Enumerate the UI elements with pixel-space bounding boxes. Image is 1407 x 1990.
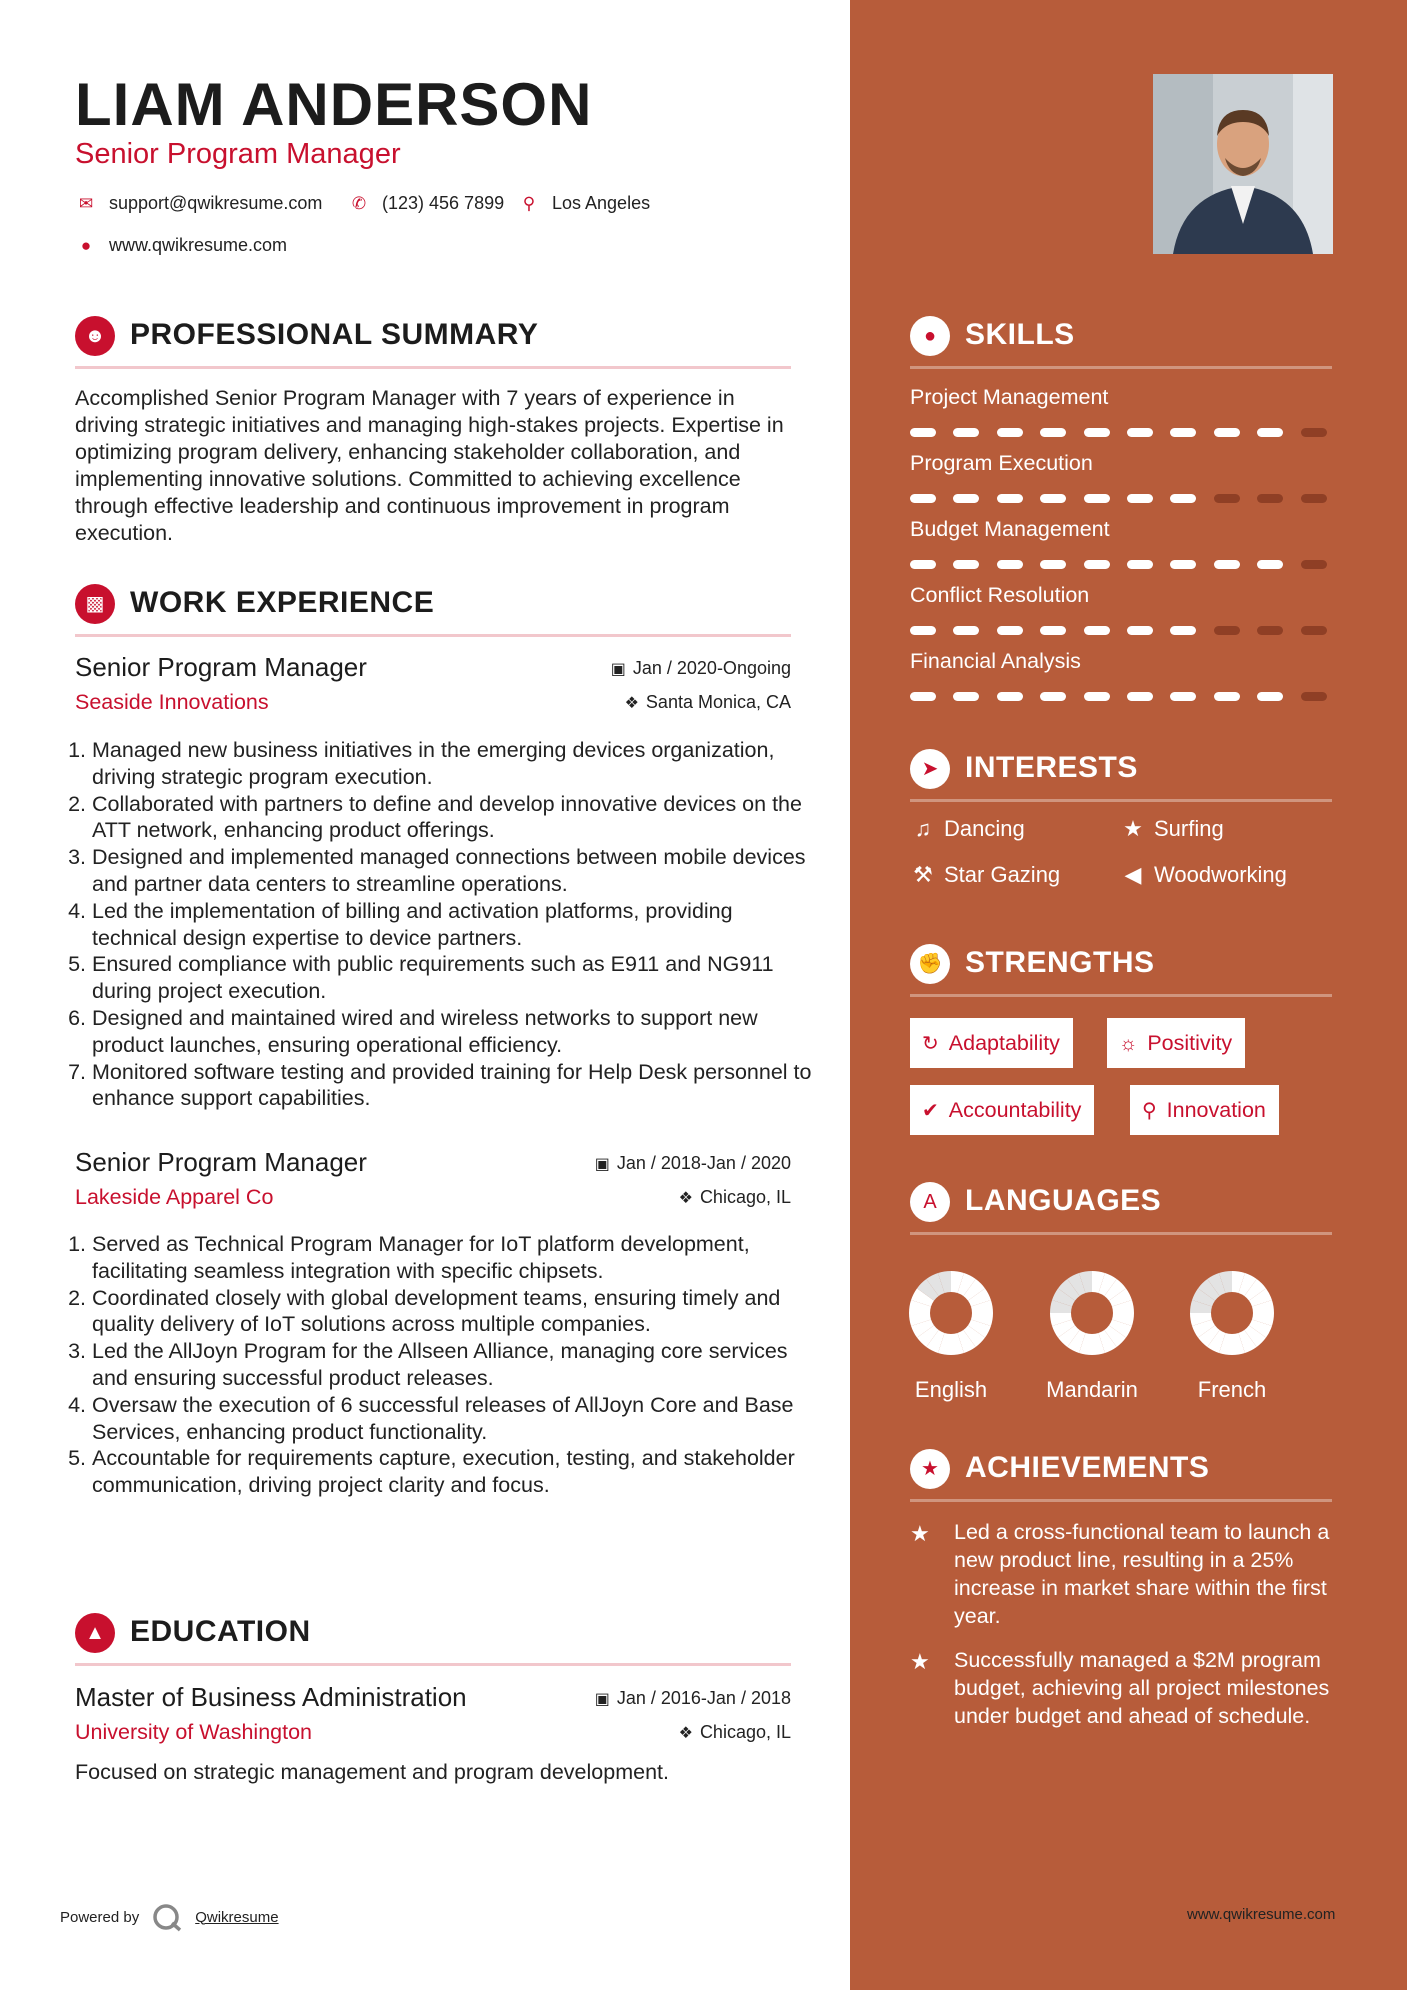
skill-item bbox=[910, 517, 1332, 542]
skill-dot-filled bbox=[953, 428, 979, 437]
skill-dot-filled bbox=[1084, 692, 1110, 701]
language-donut bbox=[906, 1268, 996, 1358]
qwikresume-logo-icon bbox=[151, 1902, 187, 1932]
skill-dot-filled bbox=[953, 626, 979, 635]
music-icon: ♫ bbox=[914, 816, 932, 841]
skill-dot-filled bbox=[997, 494, 1023, 503]
skill-dot-empty bbox=[1301, 560, 1327, 569]
language-name: Mandarin bbox=[1046, 1377, 1138, 1402]
skill-dot-filled bbox=[1214, 692, 1240, 701]
list-item: 1. Served as Technical Program Manager for IoT platform development, facilitating seamless integration with specific chipsets. bbox=[92, 1231, 822, 1285]
list-item: 5. Accountable for requirements capture, execution, testing, and stakeholder communication, driving project clarity and focus. bbox=[92, 1445, 822, 1499]
skill-dot-filled bbox=[1127, 494, 1153, 503]
strength-chip: ✔ Accountability bbox=[910, 1085, 1094, 1135]
interest-dancing: ♫ Dancing bbox=[910, 816, 1025, 842]
chair-icon: ▩ bbox=[75, 584, 115, 624]
sidebar: ● SKILLS Project Management Program Execution Budget Management Conflict Resolution Financial Analysis ➤ INTERESTS ♫ Dancing ★ Surfing ⚒ Star Gazing ◀ Woodworking ✊ STRENGTHS ↻ Adaptability ☼ Positivity ✔ Accountability ⚲ Innovation A LANGUAGES English Mandarin French ★ ACHIEVEMENTS ★ Led a cross-functional team to launch a new product line, resulting in a 25% increase in market share within the first year. ★ Successfully managed a $2M program budget, achieving all project milestones under budget and ahead of schedule. www.qwikresume.com bbox=[850, 0, 1407, 1990]
map-pin-icon: ⚲ bbox=[522, 193, 536, 213]
list-item: 1. Managed new business initiatives in the emerging devices organization, driving strategic program execution. bbox=[92, 737, 822, 791]
user-icon: ☻ bbox=[75, 316, 115, 356]
skill-rating bbox=[910, 560, 1332, 569]
graduation-cap-icon: ▲ bbox=[75, 1613, 115, 1653]
summary-text: Accomplished Senior Program Manager with 7 years of experience in driving strategic initiatives and managing high-stakes projects. Expertise in optimizing program delivery, enhancing stakeholder collaboration, and implementing innovative solutions. Committed to achieving excellence through effective leadership and continuous improvement in program execution. bbox=[75, 386, 784, 545]
calendar-icon: ▣ bbox=[594, 1691, 610, 1708]
list-item: 4. Oversaw the execution of 6 successful releases of AllJoyn Core and Base Services, enhancing product functionality. bbox=[92, 1392, 822, 1446]
paper-plane-icon: ➤ bbox=[910, 749, 950, 789]
education-date: ▣ Jan / 2016-Jan / 2018 bbox=[594, 1688, 791, 1708]
skill-dot-filled bbox=[1084, 560, 1110, 569]
strength-chip: ⚲ Innovation bbox=[1130, 1085, 1279, 1135]
skill-rating bbox=[910, 692, 1332, 701]
interest-star-gazing: ⚒ Star Gazing bbox=[910, 862, 1060, 888]
job-title: Senior Program Manager bbox=[75, 652, 367, 682]
skill-dot-filled bbox=[1084, 494, 1110, 503]
skill-dot-filled bbox=[1127, 428, 1153, 437]
candidate-title: Senior Program Manager bbox=[75, 138, 401, 170]
qwikresume-link[interactable]: Qwikresume bbox=[195, 1908, 279, 1926]
skill-item bbox=[910, 385, 1332, 410]
list-item: 2. Coordinated closely with global development teams, ensuring timely and quality delivery of IoT solutions across multiple companies. bbox=[92, 1285, 822, 1339]
skill-dot-filled bbox=[1170, 626, 1196, 635]
contact-phone[interactable]: ✆ (123) 456 7899 bbox=[348, 193, 504, 214]
list-item: 2. Collaborated with partners to define and develop innovative devices on the ATT network, enhancing product offerings. bbox=[92, 791, 822, 845]
skill-dot-empty bbox=[1214, 626, 1240, 635]
pin-icon: ❖ bbox=[678, 1190, 693, 1207]
skill-dot-filled bbox=[1214, 428, 1240, 437]
calendar-icon: ▣ bbox=[594, 1156, 610, 1173]
skill-item bbox=[910, 649, 1332, 674]
language-item bbox=[1032, 1268, 1152, 1403]
skill-rating bbox=[910, 626, 1332, 635]
candidate-name: LIAM ANDERSON bbox=[75, 71, 593, 138]
skill-dot-filled bbox=[910, 428, 936, 437]
pin-icon: ❖ bbox=[624, 695, 639, 712]
skill-rating bbox=[910, 494, 1332, 503]
bullhorn-icon: ◀ bbox=[1124, 862, 1142, 887]
job-company: Lakeside Apparel Co bbox=[75, 1185, 274, 1209]
job-bullets bbox=[68, 737, 822, 1112]
skill-dot-filled bbox=[910, 494, 936, 503]
check-circle-icon: ✔ bbox=[922, 1100, 939, 1122]
list-item: 4. Led the implementation of billing and activation platforms, providing technical design expertise to device partners. bbox=[92, 898, 822, 952]
school: University of Washington bbox=[75, 1720, 312, 1744]
translate-icon: A bbox=[910, 1182, 950, 1222]
strength-chip: ↻ Adaptability bbox=[910, 1018, 1073, 1068]
skill-dot-filled bbox=[953, 494, 979, 503]
skill-dot-filled bbox=[997, 560, 1023, 569]
skill-dot-filled bbox=[997, 692, 1023, 701]
interest-woodworking: ◀ Woodworking bbox=[1120, 862, 1287, 888]
calendar-icon: ▣ bbox=[610, 661, 626, 678]
shooting-star-icon: ★ bbox=[910, 1649, 930, 1674]
skill-item bbox=[910, 583, 1332, 608]
list-item: 5. Ensured compliance with public requirements such as E911 and NG911 during project execution. bbox=[92, 951, 822, 1005]
job-location: ❖ Chicago, IL bbox=[678, 1187, 791, 1207]
skill-dot-filled bbox=[910, 692, 936, 701]
skill-dot-filled bbox=[997, 626, 1023, 635]
pin-icon: ❖ bbox=[678, 1725, 693, 1742]
skill-dot-filled bbox=[1170, 560, 1196, 569]
skill-dot-filled bbox=[1170, 692, 1196, 701]
skill-dot-filled bbox=[1214, 560, 1240, 569]
achievements-heading: ★ ACHIEVEMENTS bbox=[910, 1447, 1332, 1502]
list-item: 7. Monitored software testing and provided training for Help Desk personnel to enhance support capabilities. bbox=[92, 1059, 822, 1113]
interests-heading: ➤ INTERESTS bbox=[910, 747, 1332, 802]
skill-dot-filled bbox=[953, 560, 979, 569]
contact-location: ⚲ Los Angeles bbox=[518, 193, 650, 214]
skill-dot-filled bbox=[1257, 428, 1283, 437]
skill-dot-empty bbox=[1301, 692, 1327, 701]
language-item bbox=[1172, 1268, 1292, 1403]
job-date: ▣ Jan / 2018-Jan / 2020 bbox=[594, 1153, 791, 1173]
job-date: ▣ Jan / 2020-Ongoing bbox=[610, 658, 791, 678]
skill-name: Conflict Resolution bbox=[910, 583, 1090, 607]
skill-dot-filled bbox=[1040, 560, 1066, 569]
gavel-icon: ⚒ bbox=[913, 862, 933, 887]
degree: Master of Business Administration bbox=[75, 1682, 467, 1712]
skill-dot-empty bbox=[1301, 428, 1327, 437]
skill-name: Project Management bbox=[910, 385, 1109, 409]
skill-dot-filled bbox=[1170, 494, 1196, 503]
star-badge-icon: ★ bbox=[910, 1449, 950, 1489]
skill-dot-filled bbox=[997, 428, 1023, 437]
skill-dot-filled bbox=[1127, 560, 1153, 569]
skill-dot-filled bbox=[910, 560, 936, 569]
skill-dot-empty bbox=[1301, 626, 1327, 635]
fist-icon: ✊ bbox=[910, 944, 950, 984]
language-donut bbox=[1047, 1268, 1137, 1358]
skill-dot-filled bbox=[1040, 692, 1066, 701]
strengths-heading: ✊ STRENGTHS bbox=[910, 942, 1332, 997]
job-company: Seaside Innovations bbox=[75, 690, 269, 714]
language-name: French bbox=[1197, 1377, 1267, 1402]
star-icon: ★ bbox=[1123, 816, 1143, 841]
skill-name: Program Execution bbox=[910, 451, 1093, 475]
skill-dot-empty bbox=[1214, 494, 1240, 503]
lightbulb-icon: ● bbox=[910, 316, 950, 356]
education-heading: ▲ EDUCATION bbox=[75, 1611, 791, 1666]
refresh-icon: ↻ bbox=[922, 1033, 939, 1055]
skill-dot-filled bbox=[1127, 626, 1153, 635]
summary-heading: ☻ PROFESSIONAL SUMMARY bbox=[75, 314, 791, 369]
list-item: 6. Designed and maintained wired and wireless networks to support new product launches, ensuring operational efficiency. bbox=[92, 1005, 822, 1059]
skill-dot-filled bbox=[1084, 626, 1110, 635]
skill-dot-filled bbox=[1040, 626, 1066, 635]
skill-dot-filled bbox=[1170, 428, 1196, 437]
profile-photo bbox=[1153, 74, 1333, 254]
contact-website[interactable]: ● www.qwikresume.com bbox=[75, 235, 287, 256]
skill-dot-filled bbox=[1257, 560, 1283, 569]
footer-site[interactable]: www.qwikresume.com bbox=[1187, 1906, 1336, 1923]
skill-dot-filled bbox=[1257, 692, 1283, 701]
skill-name: Budget Management bbox=[910, 517, 1110, 541]
language-item bbox=[891, 1268, 1011, 1403]
skill-dot-empty bbox=[1301, 494, 1327, 503]
job-bullets bbox=[68, 1231, 822, 1499]
interest-surfing: ★ Surfing bbox=[1120, 816, 1224, 842]
skill-dot-filled bbox=[1084, 428, 1110, 437]
lightbulb-icon: ⚲ bbox=[1142, 1100, 1157, 1122]
job-title: Senior Program Manager bbox=[75, 1147, 367, 1177]
skill-dot-filled bbox=[953, 692, 979, 701]
strength-chip: ☼ Positivity bbox=[1107, 1018, 1245, 1068]
skill-dot-filled bbox=[1127, 692, 1153, 701]
skill-dot-filled bbox=[1040, 428, 1066, 437]
list-item: 3. Led the AllJoyn Program for the Allseen Alliance, managing core services and ensuring successful product releases. bbox=[92, 1338, 822, 1392]
shooting-star-icon: ★ bbox=[910, 1521, 930, 1546]
language-donut bbox=[1187, 1268, 1277, 1358]
skill-rating bbox=[910, 428, 1332, 437]
powered-by: Powered by Qwikresume bbox=[60, 1902, 279, 1932]
education-description: Focused on strategic management and program development. bbox=[75, 1760, 669, 1784]
contact-email[interactable]: ✉ support@qwikresume.com bbox=[75, 193, 322, 214]
skill-dot-empty bbox=[1257, 626, 1283, 635]
list-item: 3. Designed and implemented managed connections between mobile devices and partner data centers to streamline operations. bbox=[92, 844, 822, 898]
skill-dot-empty bbox=[1257, 494, 1283, 503]
skill-item bbox=[910, 451, 1332, 476]
education-location: ❖ Chicago, IL bbox=[678, 1722, 791, 1742]
phone-icon: ✆ bbox=[351, 193, 367, 213]
experience-heading: ▩ WORK EXPERIENCE bbox=[75, 582, 791, 637]
skill-name: Financial Analysis bbox=[910, 649, 1081, 673]
languages-heading: A LANGUAGES bbox=[910, 1180, 1332, 1235]
skill-dot-filled bbox=[1040, 494, 1066, 503]
skill-dot-filled bbox=[910, 626, 936, 635]
skills-heading: ● SKILLS bbox=[910, 314, 1332, 369]
sun-icon: ☼ bbox=[1119, 1033, 1138, 1055]
job-location: ❖ Santa Monica, CA bbox=[624, 692, 791, 712]
globe-icon: ● bbox=[80, 235, 92, 255]
envelope-icon: ✉ bbox=[78, 193, 94, 213]
language-name: English bbox=[914, 1377, 988, 1402]
